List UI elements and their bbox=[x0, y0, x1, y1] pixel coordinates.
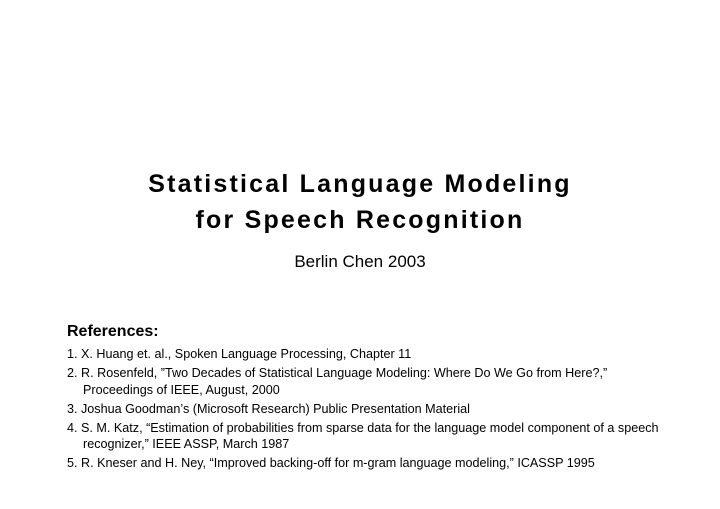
reference-item: 4. S. M. Katz, “Estimation of probabilities from sparse data for the language model component of a speech recognizer,” IEEE ASSP, March 1987 bbox=[67, 420, 659, 451]
reference-item: 2. R. Rosenfeld, ”Two Decades of Statistical Language Modeling: Where Do We Go from Here?,” Proceedings of IEEE, August, 2000 bbox=[67, 366, 608, 397]
references-heading: References: bbox=[67, 323, 159, 340]
reference-item: 5. R. Kneser and H. Ney, “Improved backing-off for m-gram language modeling,” ICASSP 1995 bbox=[67, 456, 595, 470]
title-line-2: for Speech Recognition bbox=[195, 206, 525, 234]
author-year: Berlin Chen 2003 bbox=[294, 252, 426, 271]
references-list bbox=[67, 346, 667, 472]
reference-item: 3. Joshua Goodman’s (Microsoft Research) Public Presentation Material bbox=[67, 401, 470, 416]
reference-item: 1. X. Huang et. al., Spoken Language Processing, Chapter 11 bbox=[67, 347, 412, 361]
slide-title bbox=[0, 166, 720, 238]
title-line-1: Statistical Language Modeling bbox=[148, 170, 572, 198]
references-section bbox=[67, 321, 667, 474]
